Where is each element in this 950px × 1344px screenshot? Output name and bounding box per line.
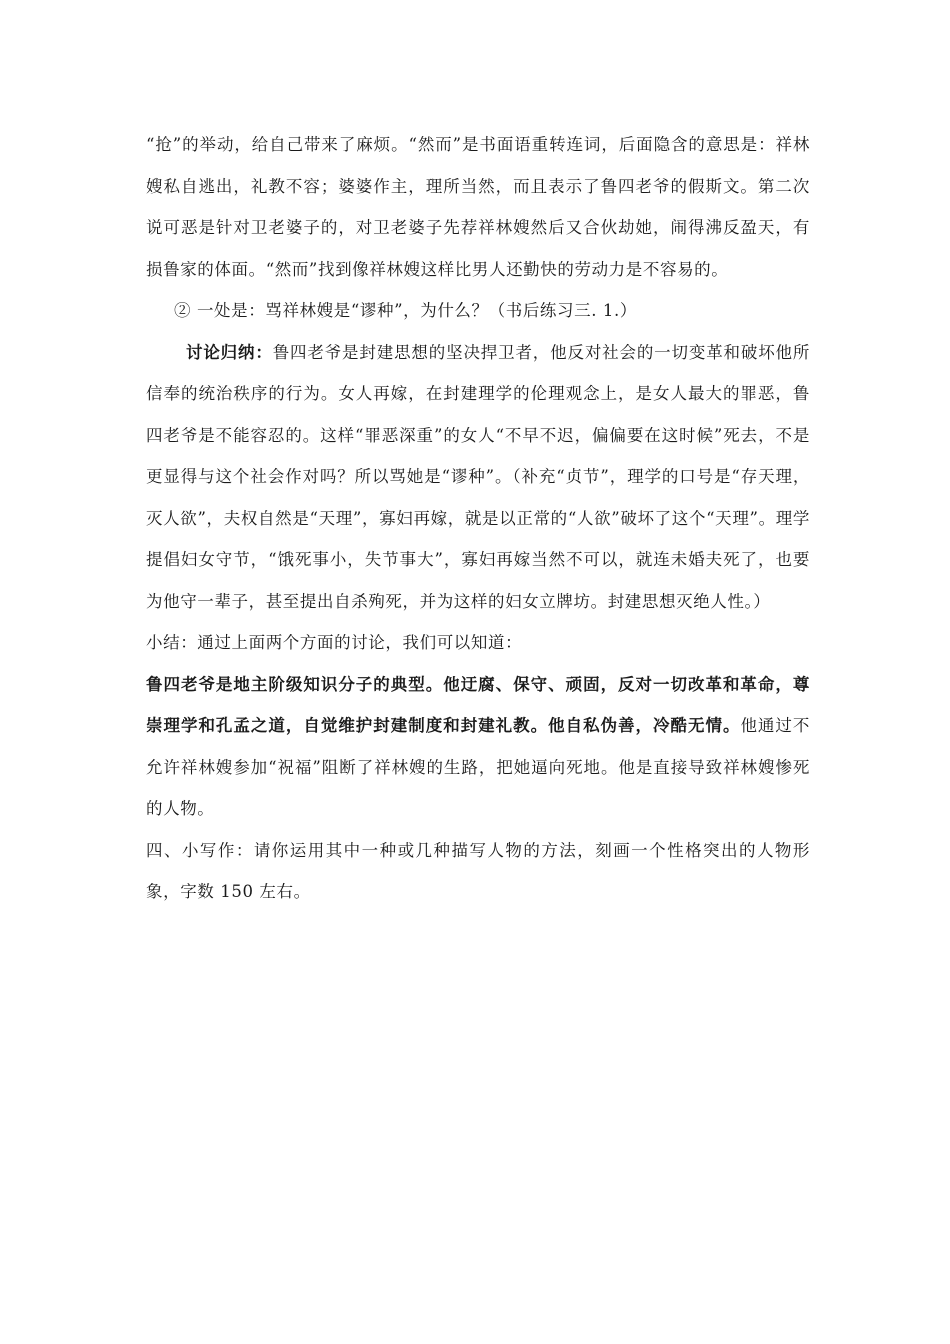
- paragraph-summary-intro: 小结：通过上面两个方面的讨论，我们可以知道：: [146, 633, 523, 652]
- paragraph-explanation: “抢”的举动，给自己带来了麻烦。“然而”是书面语重转连词，后面隐含的意思是：祥林嫂私自逃出，礼教不容；婆婆作主，理所当然，而且表示了鲁四老爷的假斯文。第二次说可恶是针对卫老婆子的，对卫老婆子先荐祥林嫂然后又合伙劫她，闹得沸反盈天，有损鲁家的体面。“然而”找到像祥林嫂这样比男人还勤快的劳动力是不容易的。: [146, 135, 810, 279]
- discussion-text: 鲁四老爷是封建思想的坚决捍卫者，他反对社会的一切变革和破坏他所信奉的统治秩序的行为。女人再嫁，在封建理学的伦理观念上，是女人最大的罪恶，鲁四老爷是不能容忍的。这样“罪恶深重”的女人“不早不迟，偏偏要在这时候”死去，不是更显得与这个社会作对吗？所以骂她是“谬种”。（补充“贞节”，理学的口号是“存天理，灭人欲”，夫权自然是“天理”，寡妇再嫁，就是以正常的“人欲”破坏了这个“天理”。理学提倡妇女守节，“饿死事小，失节事大”，寡妇再嫁当然不可以，就连未婚夫死了，也要为他守一辈子，甚至提出自杀殉死，并为这样的妇女立牌坊。封建思想灭绝人性。）: [146, 342, 810, 611]
- paragraph-question: ② 一处是：骂祥林嫂是“谬种”，为什么？（书后练习三. 1.）: [174, 301, 637, 320]
- paragraph-writing-task: 四、小写作：请你运用其中一种或几种描写人物的方法，刻画一个性格突出的人物形象，字数 150 左右。: [146, 840, 810, 901]
- summary-text: 他通过不允许祥林嫂参加“祝福”阻断了祥林嫂的生路，把她逼向死地。他是直接导致祥林嫂惨死的人物。: [146, 716, 810, 818]
- summary-bold-text: 鲁四老爷是地主阶级知识分子的典型。他迂腐、保守、顽固，反对一切改革和革命，尊崇理学和孔孟之道，自觉维护封建制度和封建礼教。他自私伪善，冷酷无情。: [146, 674, 810, 735]
- paragraph-summary: [146, 664, 810, 830]
- document-body: [146, 124, 810, 913]
- paragraph-discussion: [146, 332, 810, 623]
- discussion-label: 讨论归纳：: [186, 342, 273, 362]
